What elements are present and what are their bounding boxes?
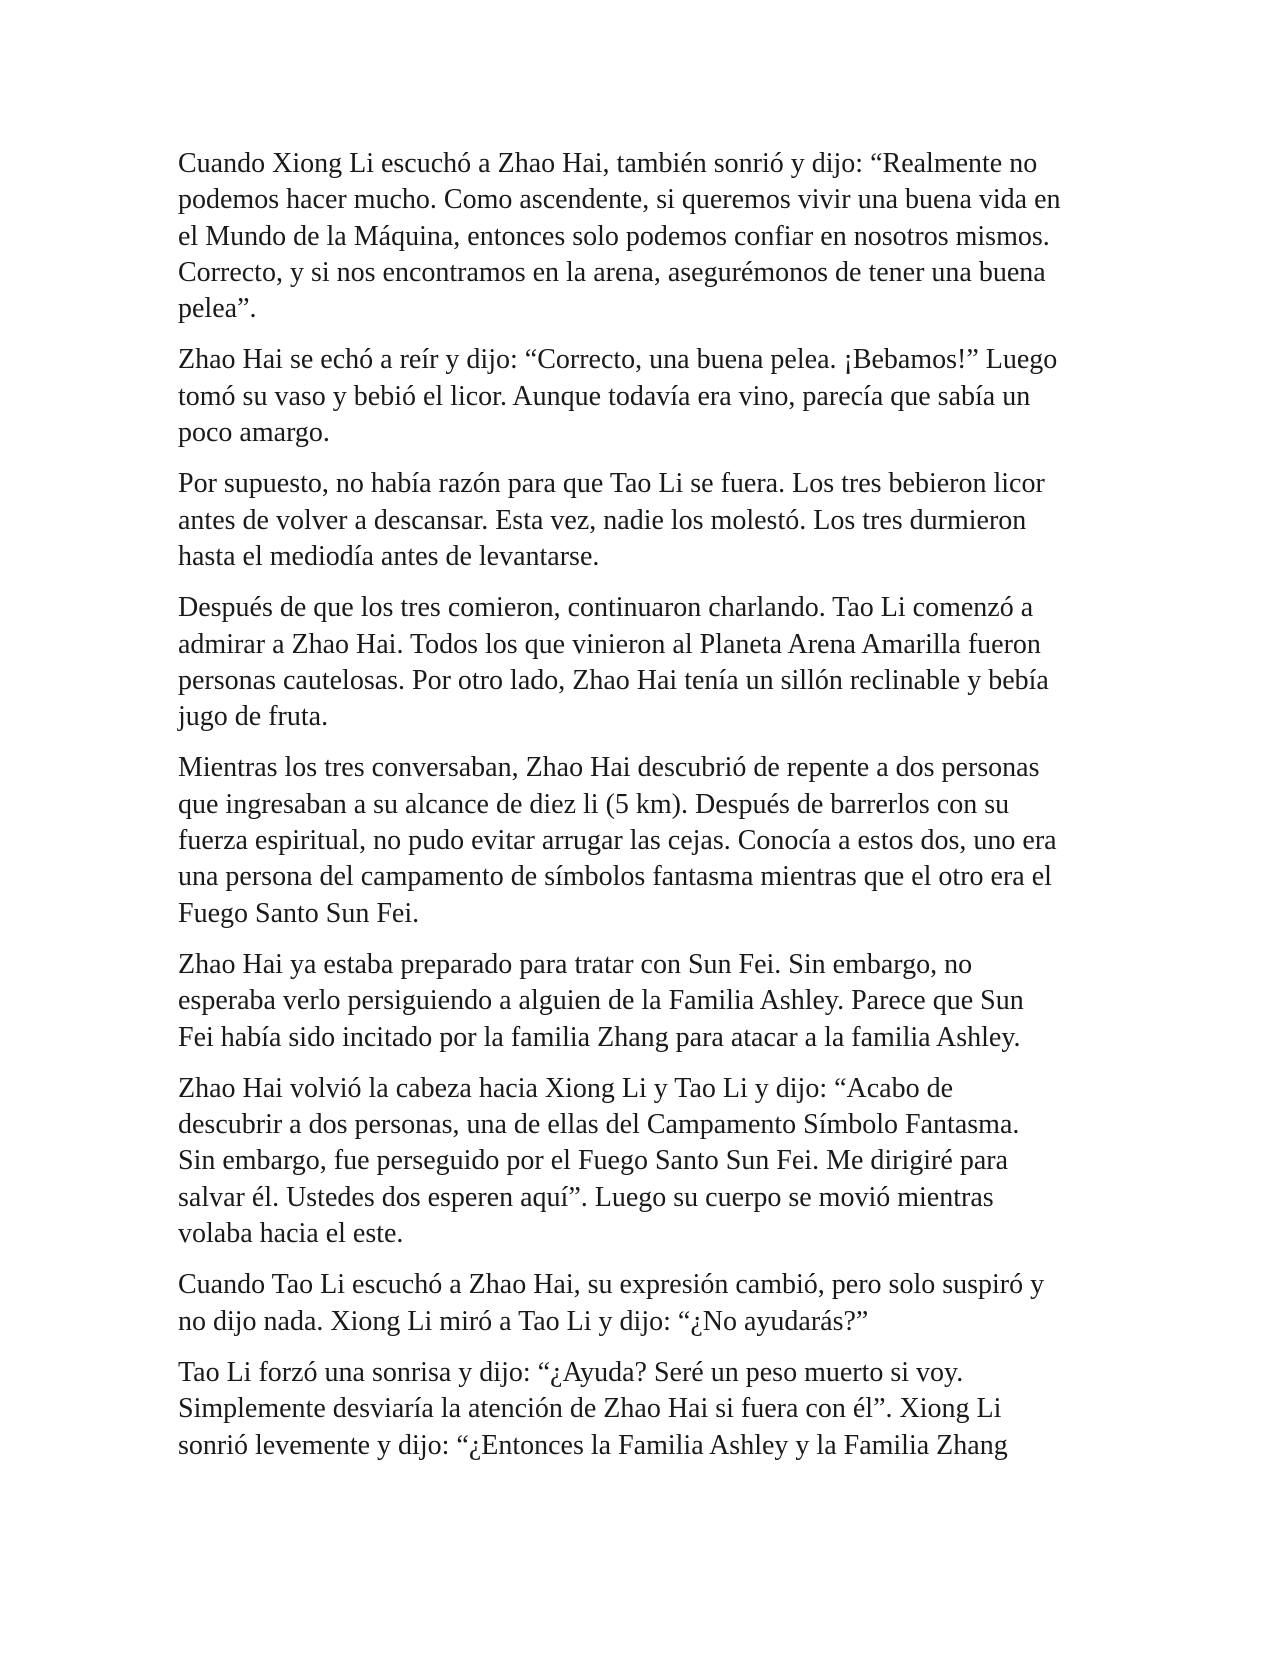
- document-body: [178, 146, 1108, 1479]
- paragraph-6: Zhao Hai ya estaba preparado para tratar con Sun Fei. Sin embargo, no esperaba verlo persiguiendo a alguien de la Familia Ashley. Parece que Sun Fei había sido incitado por la familia Zhang para atacar a la familia Ashley.: [178, 948, 1024, 1053]
- paragraph-7: Zhao Hai volvió la cabeza hacia Xiong Li y Tao Li y dijo: “Acabo de descubrir a dos personas, una de ellas del Campamento Símbolo Fantasma. Sin embargo, fue perseguido por el Fuego Santo Sun Fei. Me dirigiré para salvar él. Ustedes dos esperen aquí”. Luego su cuerpo se movió mientras volaba hacia el este.: [178, 1072, 1020, 1250]
- paragraph-8: Cuando Tao Li escuchó a Zhao Hai, su expresión cambió, pero solo suspiró y no dijo nada. Xiong Li miró a Tao Li y dijo: “¿No ayudarás?”: [178, 1269, 1045, 1337]
- paragraph-9: Tao Li forzó una sonrisa y dijo: “¿Ayuda? Seré un peso muerto si voy. Simplemente desviaría la atención de Zhao Hai si fuera con él”. Xiong Li sonrió levemente y dijo: “¿Entonces la Familia Ashley y la Familia Zhang: [178, 1356, 1008, 1461]
- paragraph-4: Después de que los tres comieron, continuaron charlando. Tao Li comenzó a admirar a Zhao Hai. Todos los que vinieron al Planeta Arena Amarilla fueron personas cautelosas. Por otro lado, Zhao Hai tenía un sillón reclinable y bebía jugo de fruta.: [178, 592, 1049, 733]
- paragraph-1: Cuando Xiong Li escuchó a Zhao Hai, también sonrió y dijo: “Realmente no podemos hacer mucho. Como ascendente, si queremos vivir una buena vida en el Mundo de la Máquina, entonces solo podemos confiar en nosotros mismos. Correcto, y si nos encontramos en la arena, asegurémonos de tener una buena pelea”.: [178, 148, 1061, 325]
- paragraph-3: Por supuesto, no había razón para que Tao Li se fuera. Los tres bebieron licor antes de volver a descansar. Esta vez, nadie los molestó. Los tres durmieron hasta el mediodía antes de levantarse.: [178, 468, 1045, 572]
- paragraph-2: Zhao Hai se echó a reír y dijo: “Correcto, una buena pelea. ¡Bebamos!” Luego tomó su vaso y bebió el licor. Aunque todavía era vino, parecía que sabía un poco amargo.: [178, 344, 1058, 449]
- paragraph-5: Mientras los tres conversaban, Zhao Hai descubrió de repente a dos personas que ingresaban a su alcance de diez li (5 km). Después de barrerlos con su fuerza espiritual, no pudo evitar arrugar las cejas. Conocía a estos dos, uno era una persona del campamento de símbolos fantasma mientras que el otro era el Fuego Santo Sun Fei.: [178, 752, 1057, 929]
